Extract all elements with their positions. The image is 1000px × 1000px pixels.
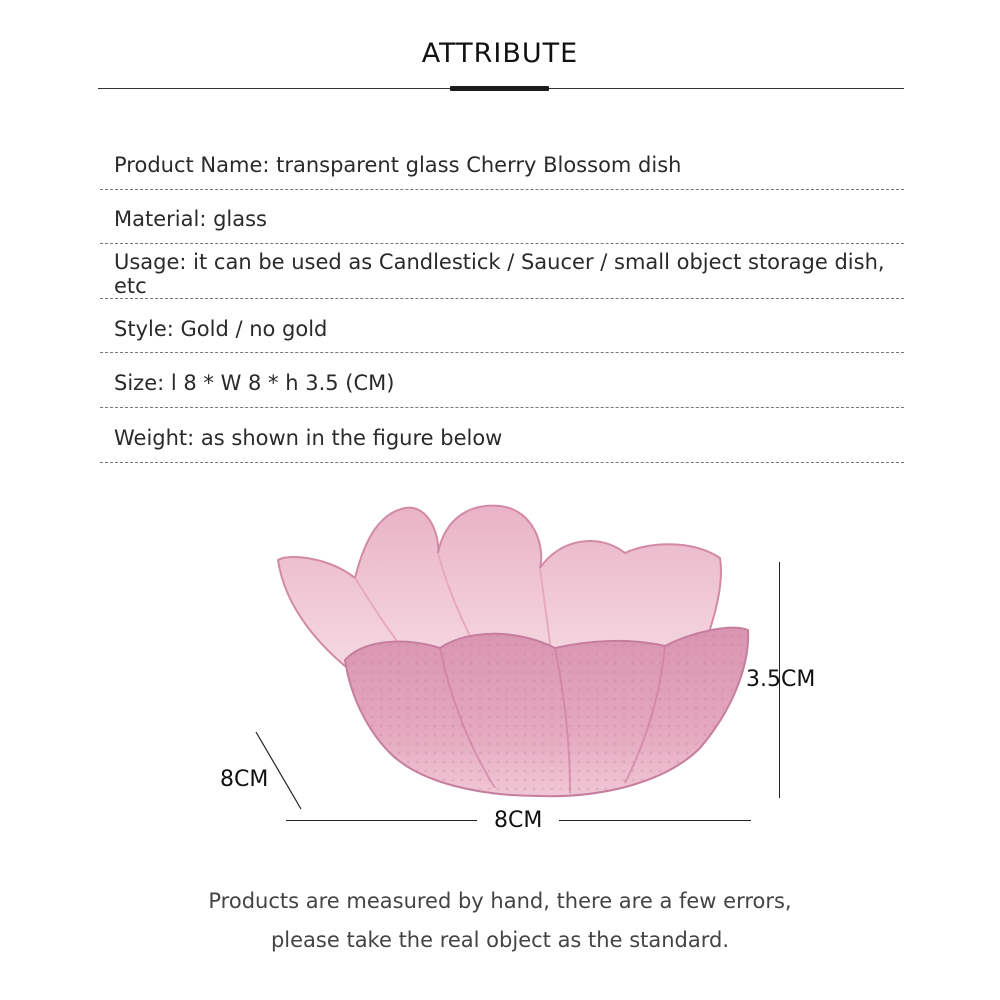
title-accent-bar bbox=[450, 86, 549, 91]
attribute-style: Style: Gold / no gold bbox=[100, 299, 904, 354]
width-dimension-label: 8CM bbox=[494, 808, 543, 833]
cherry-blossom-dish-image bbox=[270, 498, 760, 803]
footer-note-line-1: Products are measured by hand, there are a few errors, bbox=[208, 889, 792, 913]
width-dimension-line-right bbox=[559, 820, 751, 821]
footer-note-line-2: please take the real object as the standard. bbox=[270, 928, 730, 952]
attribute-weight: Weight: as shown in the figure below bbox=[100, 408, 904, 463]
attribute-material: Material: glass bbox=[100, 190, 904, 245]
height-dimension-label: 3.5CM bbox=[746, 667, 816, 692]
depth-dimension-label: 8CM bbox=[220, 767, 269, 792]
attribute-product-name: Product Name: transparent glass Cherry Blossom dish bbox=[100, 135, 904, 190]
page-title: ATTRIBUTE bbox=[421, 38, 579, 69]
attribute-list bbox=[100, 135, 904, 463]
width-dimension-line-left bbox=[286, 820, 477, 821]
attribute-size: Size: l 8 * W 8 * h 3.5 (CM) bbox=[100, 353, 904, 408]
attribute-usage: Usage: it can be used as Candlestick / Saucer / small object storage dish, etc bbox=[100, 244, 904, 299]
